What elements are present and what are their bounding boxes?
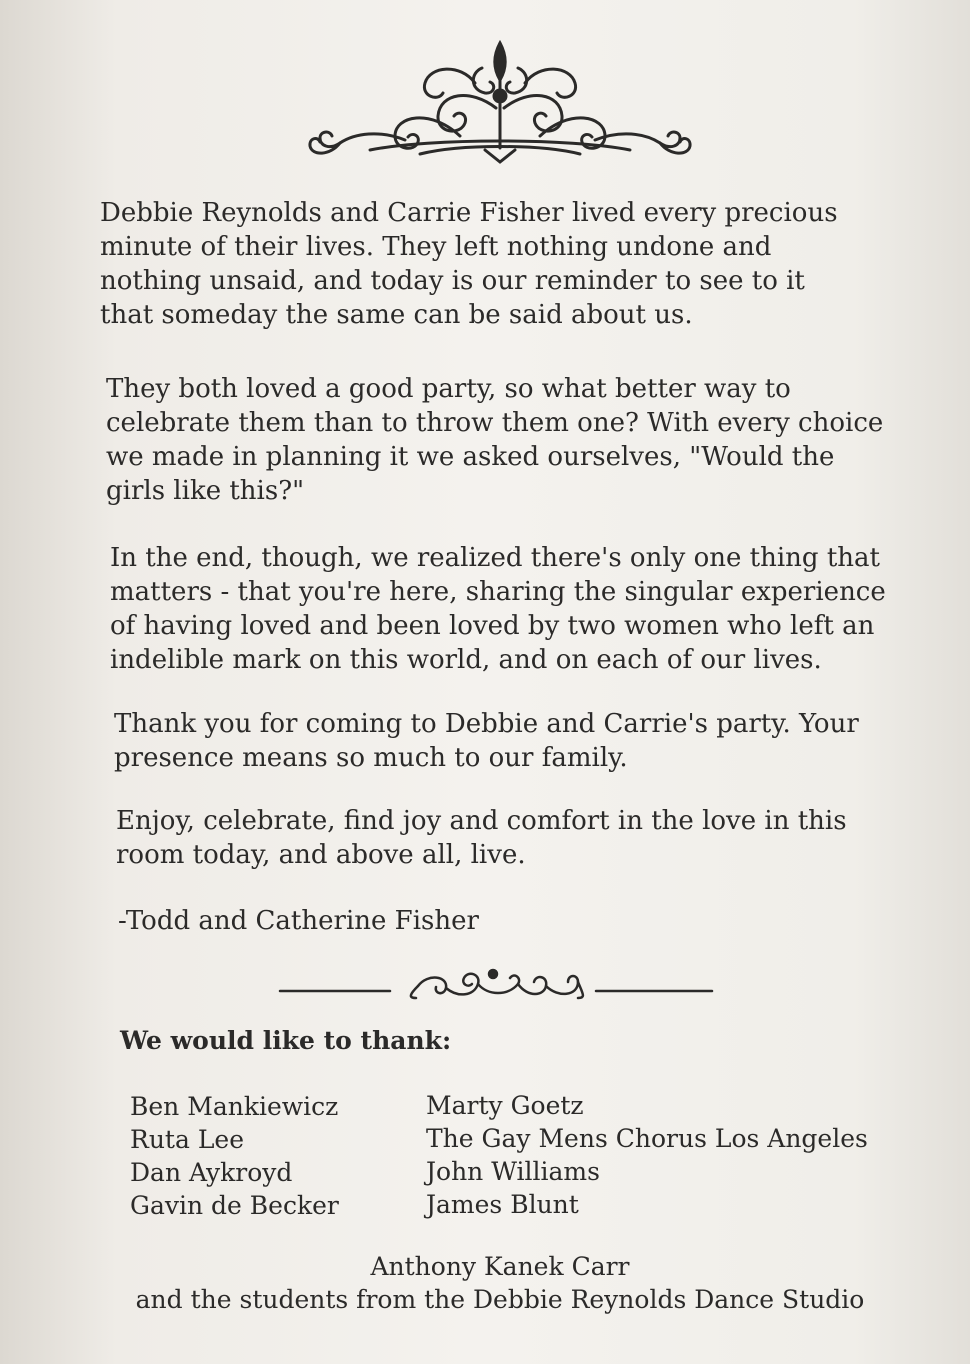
letter-paragraph-4 [114,707,894,775]
thanks-name: Gavin de Becker [130,1191,339,1220]
thanks-name: James Blunt [426,1190,579,1219]
text-line: Enjoy, celebrate, find joy and comfort in the love in this [116,806,847,836]
thanks-list-right [426,1089,868,1221]
letter-paragraph-3 [110,541,890,677]
text-line: In the end, though, we realized there's only one thing that [110,543,880,573]
text-line: indelible mark on this world, and on each of our lives. [110,645,822,675]
letter-paragraph-2 [106,372,886,508]
text-line: Thank you for coming to Debbie and Carrie's party. Your [114,709,859,739]
signature-line: -Todd and Catherine Fisher [118,906,479,936]
thanks-name: John Williams [426,1157,600,1186]
thanks-name: Dan Aykroyd [130,1158,293,1187]
thanks-name: Ruta Lee [130,1125,245,1154]
thanks-name: Ben Mankiewicz [130,1092,339,1121]
text-line: matters - that you're here, sharing the singular experience [110,577,886,607]
thanks-name: Marty Goetz [426,1091,584,1120]
text-line: minute of their lives. They left nothing undone and [100,232,772,262]
scroll-divider-ornament [278,958,718,1008]
text-line: presence means so much to our family. [114,743,628,773]
text-line: Debbie Reynolds and Carrie Fisher lived every precious [100,198,838,228]
text-line: They both loved a good party, so what better way to [106,374,791,404]
letter-paragraph-1 [100,196,880,332]
text-line: room today, and above all, live. [116,840,526,870]
tiara-ornament [300,38,700,168]
text-line: girls like this?" [106,476,305,506]
text-line: we made in planning it we asked ourselves, "Would the [106,442,835,472]
letter-paragraph-5 [116,804,896,872]
text-line: celebrate them than to throw them one? With every choice [106,408,884,438]
letter-signature [118,904,898,938]
thanks-heading: We would like to thank: [120,1026,452,1055]
closing-line: and the students from the Debbie Reynolds Dance Studio [135,1285,865,1314]
text-line: of having loved and been loved by two women who left an [110,611,875,641]
thanks-list-left [130,1090,339,1222]
closing-line: Anthony Kanek Carr [370,1252,630,1281]
thanks-name: The Gay Mens Chorus Los Angeles [426,1124,868,1153]
text-line: that someday the same can be said about us. [100,300,693,330]
text-line: nothing unsaid, and today is our reminder to see to it [100,266,805,296]
